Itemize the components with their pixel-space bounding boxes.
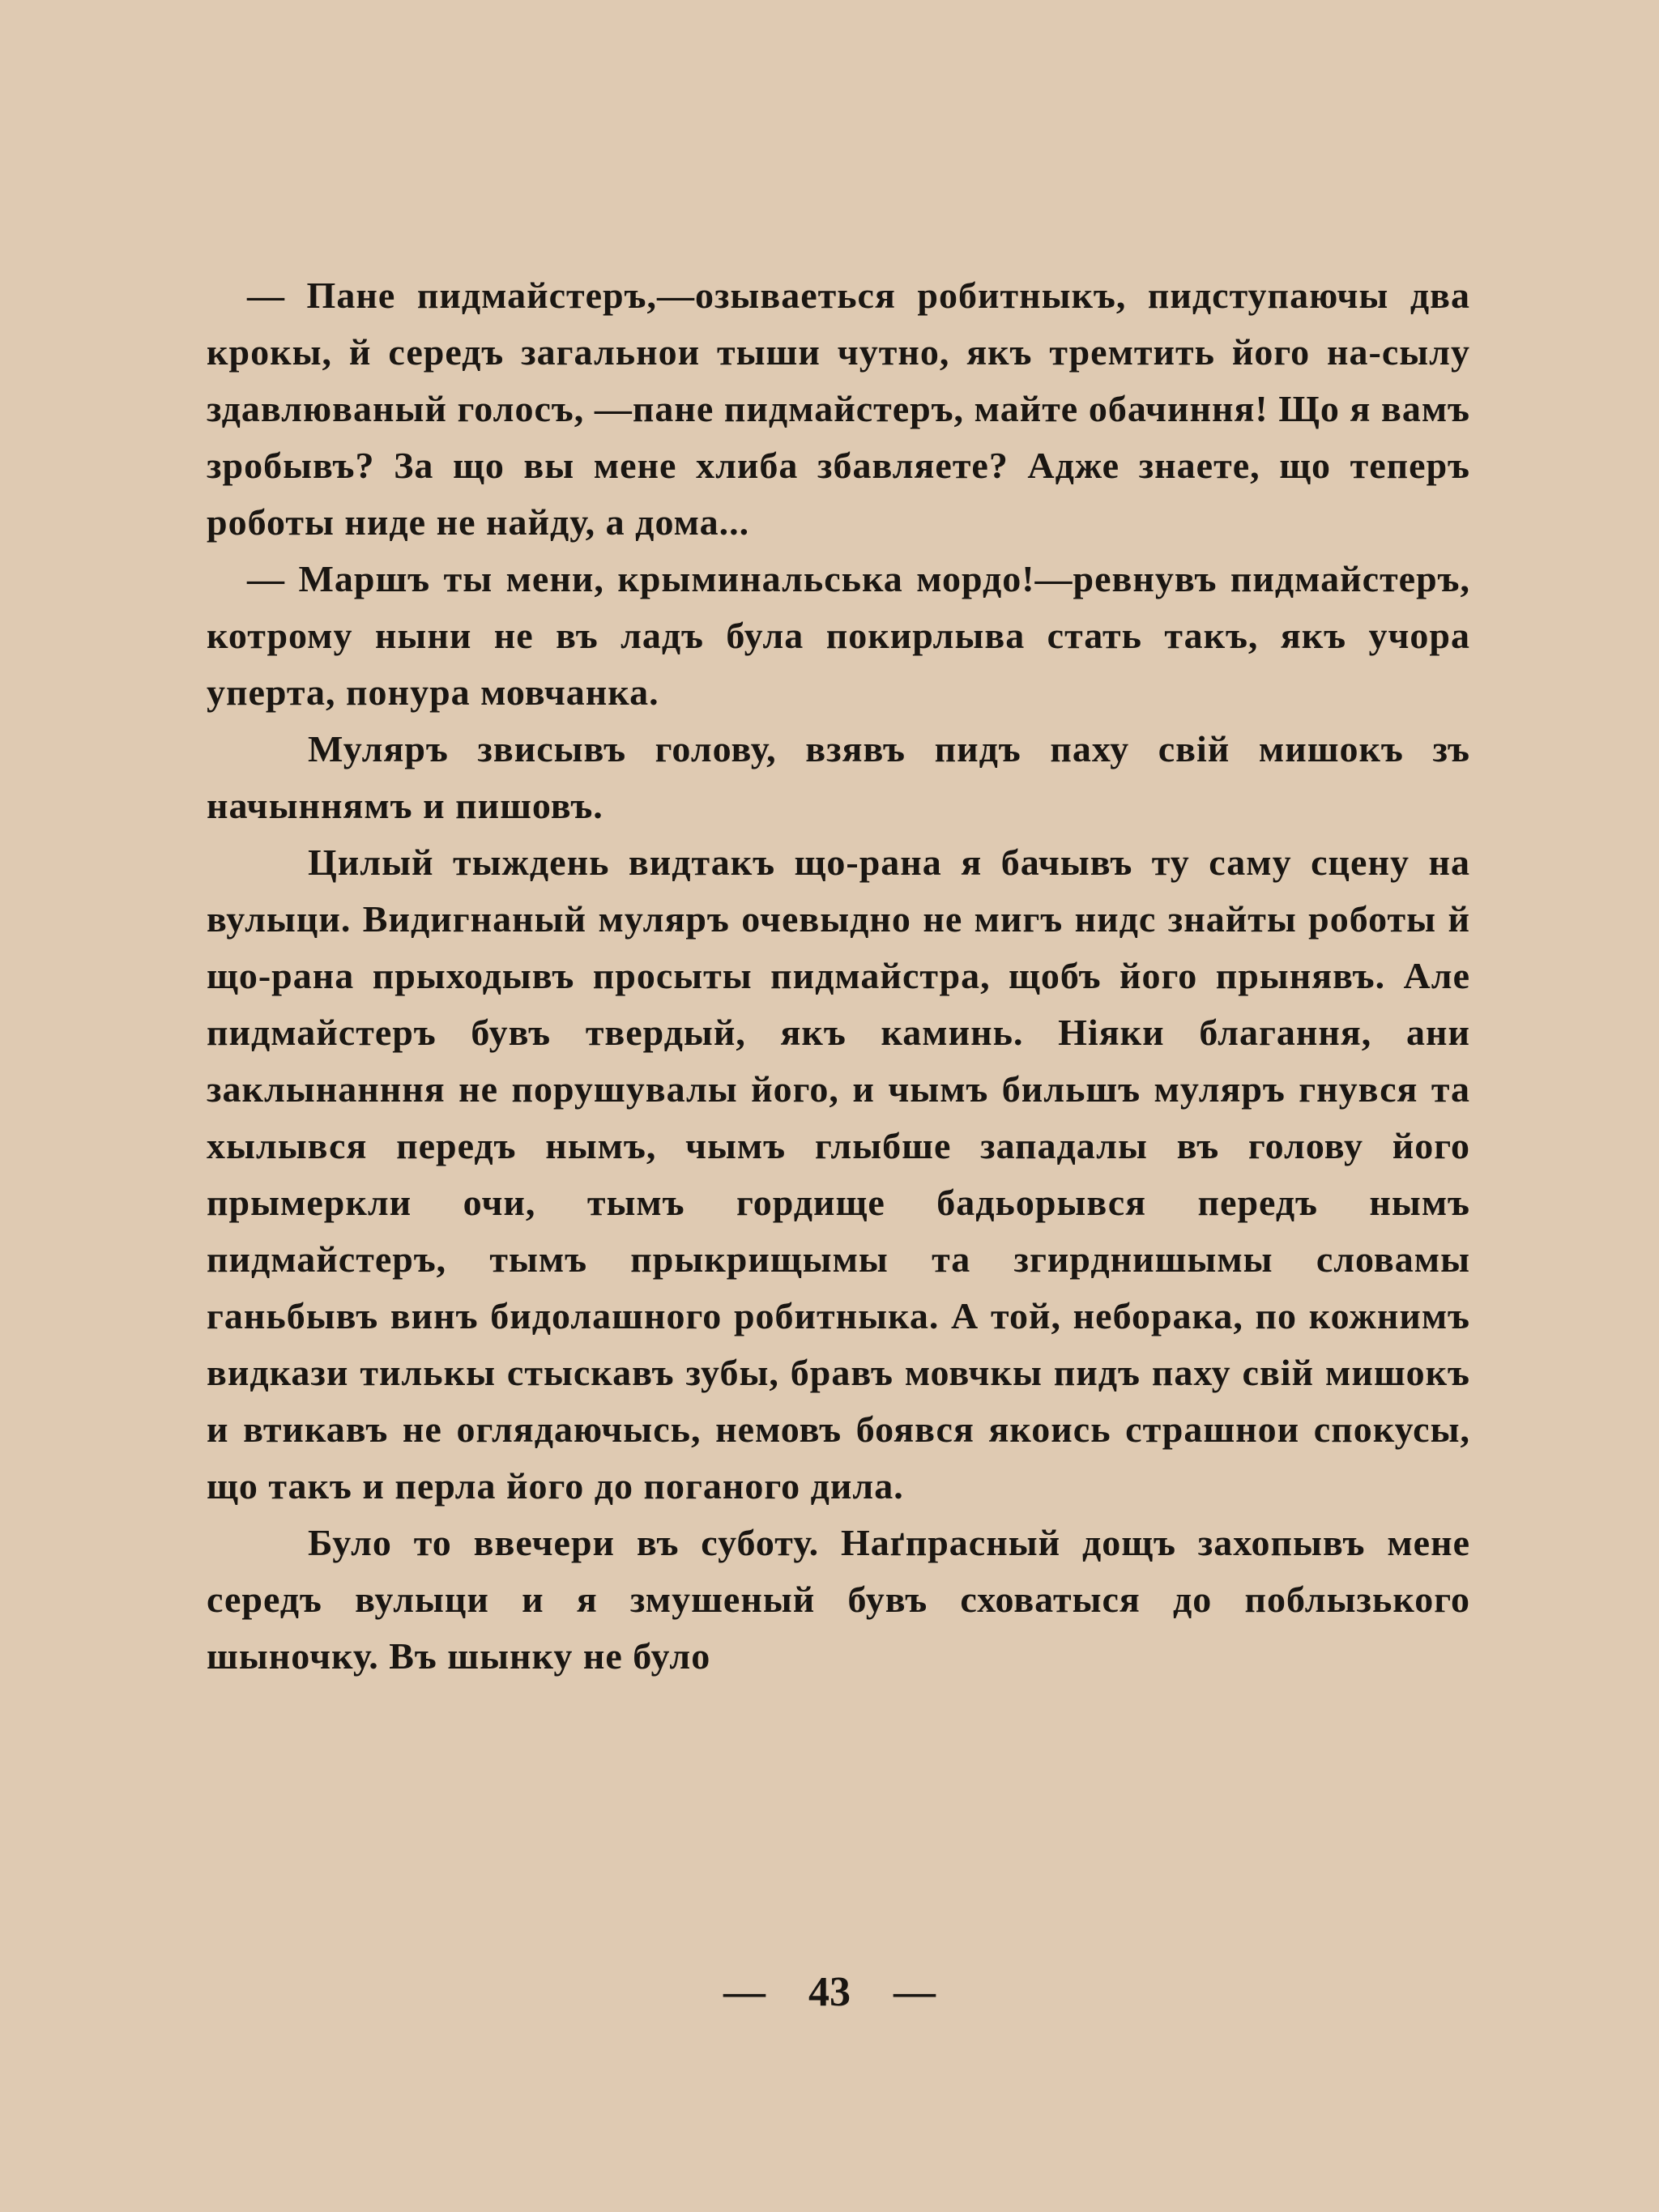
paragraph-1: — Пане пидмайстеръ,—озываеться робитныкъ, пидступаючы два крокы, й середъ загальнои тыши чутно, якъ тремтить його на-сылу здавлюваный голосъ, —пане пидмайстеръ, майте обачиння! Що я вамъ зробывъ? За що вы мене хлиба збавляете? Адже знаете, що теперъ роботы ниде не найду, а дома... xyxy=(207,275,1470,543)
page-number: 43 xyxy=(808,1969,851,2015)
paragraph-2: — Маршъ ты мени, крыминальська мордо!—ревнувъ пидмайстеръ, котрому ныни не въ ладъ була покирлыва стать такъ, якъ учора уперта, понура мовчанка. xyxy=(207,558,1470,713)
page-number-footer xyxy=(0,1964,1659,2021)
folio-dash-left: — xyxy=(723,1969,766,2015)
page-body-text xyxy=(207,267,1470,1685)
folio-dash-right: — xyxy=(893,1969,936,2015)
paragraph-3: Муляръ звисывъ голову, взявъ пидъ паху свій мишокъ зъ начыннямъ и пишовъ. xyxy=(207,728,1470,826)
paragraph-4: Цилый тыждень видтакъ що-рана я бачывъ ту саму сцену на вулыци. Видигнаный муляръ очевыдно не мигъ нидс знайты роботы й що-рана прыходывъ просыты пидмайстра, щобъ його прынявъ. Але пидмайстеръ бувъ твердый, якъ каминь. Ніяки благання, ани заклынанння не порушувалы його, и чымъ бильшъ муляръ гнувся та хылывся передъ нымъ, чымъ глыбше западалы въ голову його прымеркли очи, тымъ гордище бадьорывся передъ нымъ пидмайстеръ, тымъ прыкрищымы та згирднишымы словамы ганьбывъ винъ бидолашного робитныка. А той, неборака, по кожнимъ видкази тилькы стыскавъ зубы, бравъ мовчкы пидъ паху свій мишокъ и втикавъ не оглядаючысь, немовъ боявся якоись страшнои спокусы, що такъ и перла його до поганого дила. xyxy=(207,842,1470,1507)
paragraph-5: Було то ввечери въ суботу. Наґпрасный дощъ захопывъ мене середъ вулыци и я змушеный бувъ сховатыся до поблызького шыночку. Въ шынку не було xyxy=(207,1522,1470,1677)
